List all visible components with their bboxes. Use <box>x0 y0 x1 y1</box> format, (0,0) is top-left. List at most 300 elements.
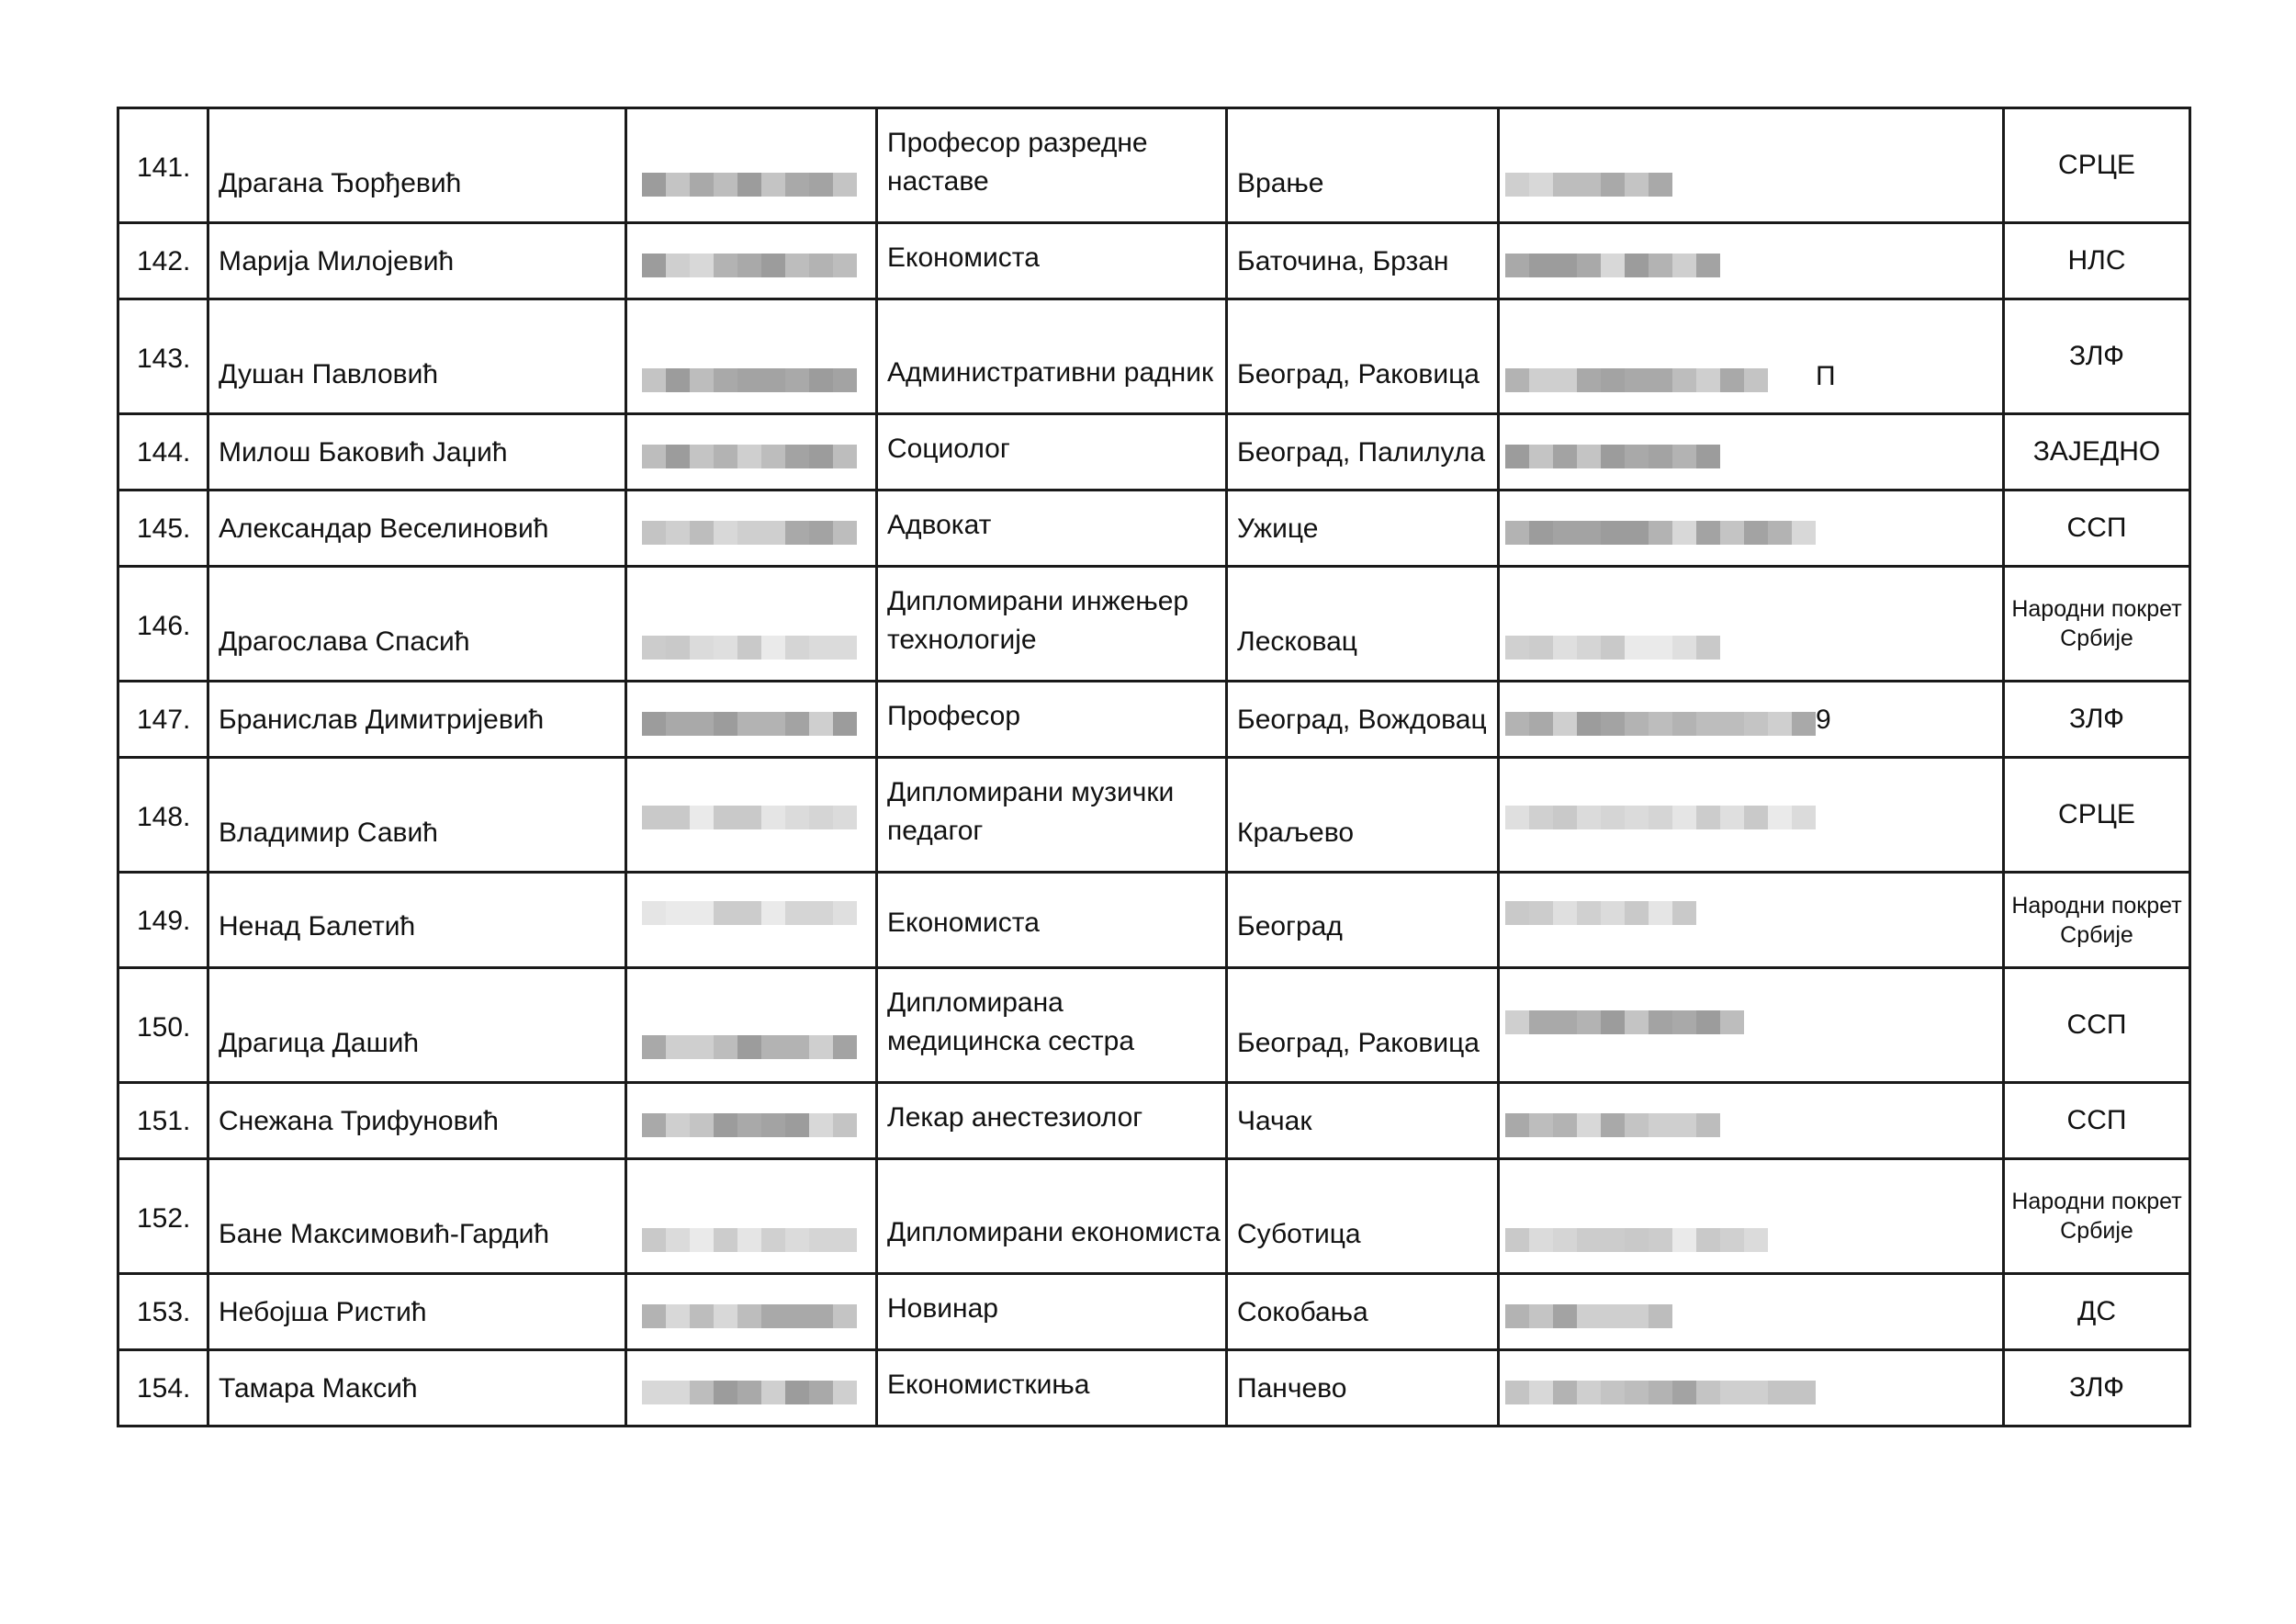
redaction-pixel <box>785 1113 809 1137</box>
row-number-cell <box>118 108 208 223</box>
redaction-pixel <box>833 1113 857 1137</box>
redaction-pixel <box>642 445 666 468</box>
redaction-pixel <box>666 1113 690 1137</box>
redacted-block <box>642 1035 857 1059</box>
redaction-pixel <box>1529 901 1553 925</box>
redaction-pixel <box>1672 712 1696 736</box>
redacted-id-cell <box>626 491 877 567</box>
occupation-cell <box>877 414 1227 491</box>
occupation-cell <box>877 873 1227 968</box>
redaction-pixel <box>1672 636 1696 660</box>
redaction-pixel <box>642 1035 666 1059</box>
redacted-block <box>1505 445 1720 468</box>
redacted-id-cell <box>626 758 877 873</box>
redaction-pixel <box>642 254 666 277</box>
redaction-pixel <box>1696 1228 1720 1252</box>
redaction-pixel <box>761 445 785 468</box>
redaction-pixel <box>714 806 737 829</box>
redaction-pixel <box>1553 173 1577 197</box>
redaction-pixel <box>1505 712 1529 736</box>
redaction-pixel <box>1625 173 1649 197</box>
redaction-pixel <box>1744 368 1768 392</box>
redaction-pixel <box>666 1304 690 1328</box>
redaction-pixel <box>833 521 857 545</box>
redaction-pixel <box>1505 1010 1529 1034</box>
redaction-pixel <box>833 1035 857 1059</box>
redaction-pixel <box>690 445 714 468</box>
redaction-pixel <box>1553 445 1577 468</box>
row-number-cell <box>118 1350 208 1427</box>
redaction-pixel <box>1529 712 1553 736</box>
redaction-pixel <box>1505 806 1529 829</box>
redacted-block <box>642 521 857 545</box>
redacted-address-cell <box>1499 299 2004 414</box>
party-cell <box>2004 491 2190 567</box>
redaction-pixel <box>1529 521 1553 545</box>
redaction-pixel <box>737 1113 761 1137</box>
redaction-pixel <box>1744 1381 1768 1404</box>
redaction-pixel <box>1672 901 1696 925</box>
redacted-block <box>642 1113 857 1137</box>
table-row <box>118 223 2190 299</box>
place: Суботица <box>1237 1219 1361 1249</box>
redaction-pixel <box>1672 806 1696 829</box>
redaction-pixel <box>809 1035 833 1059</box>
redaction-pixel <box>1577 521 1601 545</box>
place: Баточина, Брзан <box>1237 246 1449 276</box>
redaction-pixel <box>666 806 690 829</box>
redaction-pixel <box>785 254 809 277</box>
redaction-pixel <box>690 1035 714 1059</box>
table-row <box>118 491 2190 567</box>
party-label: Народни покрет Србије <box>2011 1189 2182 1244</box>
redaction-pixel <box>642 1113 666 1137</box>
redaction-pixel <box>761 636 785 660</box>
redaction-pixel <box>1744 712 1768 736</box>
party-label: ССП <box>2066 1105 2127 1135</box>
redaction-pixel <box>1577 636 1601 660</box>
redacted-id-cell <box>626 567 877 682</box>
redacted-block <box>1505 173 1672 197</box>
redaction-pixel <box>1601 1304 1625 1328</box>
occupation-cell <box>877 299 1227 414</box>
row-number: 149. <box>137 906 191 936</box>
place-cell <box>1227 682 1499 758</box>
redaction-pixel <box>833 173 857 197</box>
occupation: Професор <box>887 701 1021 731</box>
redacted-block <box>642 901 857 925</box>
redacted-block <box>1505 806 1816 829</box>
redaction-pixel <box>809 636 833 660</box>
redacted-block <box>642 1304 857 1328</box>
redaction-pixel <box>1577 445 1601 468</box>
party-cell <box>2004 968 2190 1083</box>
redaction-pixel <box>1768 712 1792 736</box>
row-number-cell <box>118 414 208 491</box>
candidate-table-body <box>118 108 2190 1427</box>
redaction-pixel <box>1625 1010 1649 1034</box>
row-number: 151. <box>137 1106 191 1136</box>
redaction-pixel <box>1553 254 1577 277</box>
table-row <box>118 682 2190 758</box>
redaction-pixel <box>1601 445 1625 468</box>
redaction-pixel <box>1672 521 1696 545</box>
row-number-cell <box>118 491 208 567</box>
redaction-pixel <box>642 173 666 197</box>
redaction-pixel <box>1625 368 1649 392</box>
redaction-pixel <box>1696 636 1720 660</box>
redaction-pixel <box>1553 521 1577 545</box>
occupation: Економисткиња <box>887 1370 1090 1400</box>
occupation: Административни радник <box>887 357 1214 388</box>
occupation-cell <box>877 491 1227 567</box>
redaction-pixel <box>737 368 761 392</box>
occupation-cell <box>877 968 1227 1083</box>
party-label: Народни покрет Србије <box>2011 596 2182 651</box>
redacted-address-cell <box>1499 758 2004 873</box>
redaction-pixel <box>1649 806 1672 829</box>
redaction-pixel <box>642 1304 666 1328</box>
redaction-pixel <box>737 173 761 197</box>
redaction-pixel <box>1529 1381 1553 1404</box>
place-cell <box>1227 1159 1499 1274</box>
redaction-pixel <box>642 636 666 660</box>
redaction-pixel <box>690 254 714 277</box>
redaction-pixel <box>690 1381 714 1404</box>
candidate-name: Ненад Балетић <box>219 911 416 942</box>
redaction-pixel <box>1649 1010 1672 1034</box>
redaction-pixel <box>1553 368 1577 392</box>
party-cell <box>2004 1274 2190 1350</box>
redaction-pixel <box>1505 901 1529 925</box>
redaction-pixel <box>833 636 857 660</box>
name-cell <box>208 968 626 1083</box>
place: Лесковац <box>1237 626 1357 657</box>
redacted-block <box>1505 1381 1816 1404</box>
redaction-pixel <box>833 1381 857 1404</box>
redaction-pixel <box>761 1228 785 1252</box>
redaction-pixel <box>1696 368 1720 392</box>
occupation-cell <box>877 108 1227 223</box>
redaction-pixel <box>737 636 761 660</box>
redaction-pixel <box>1625 1228 1649 1252</box>
redaction-pixel <box>1768 521 1792 545</box>
occupation: Економиста <box>887 908 1040 938</box>
redaction-pixel <box>1625 712 1649 736</box>
redaction-pixel <box>1601 806 1625 829</box>
redaction-pixel <box>1744 521 1768 545</box>
occupation: Професор разредне наставе <box>887 128 1148 197</box>
place-cell <box>1227 414 1499 491</box>
redaction-pixel <box>1505 636 1529 660</box>
redaction-pixel <box>833 712 857 736</box>
redaction-pixel <box>1505 368 1529 392</box>
row-number: 142. <box>137 246 191 276</box>
redaction-pixel <box>666 1381 690 1404</box>
party-cell <box>2004 873 2190 968</box>
redaction-pixel <box>785 1035 809 1059</box>
redaction-pixel <box>1553 1304 1577 1328</box>
candidate-name: Тамара Максић <box>219 1373 418 1404</box>
candidate-name: Драгица Дашић <box>219 1028 420 1058</box>
redaction-pixel <box>1649 173 1672 197</box>
redaction-pixel <box>690 368 714 392</box>
redaction-pixel <box>785 445 809 468</box>
redaction-pixel <box>1744 806 1768 829</box>
redaction-pixel <box>690 1113 714 1137</box>
redaction-pixel <box>761 1035 785 1059</box>
redaction-pixel <box>1529 1010 1553 1034</box>
redaction-pixel <box>714 445 737 468</box>
occupation: Социолог <box>887 434 1010 464</box>
redaction-pixel <box>1625 521 1649 545</box>
address-trailing-char: 9 <box>1816 705 1831 735</box>
redacted-block <box>1505 1304 1672 1328</box>
redaction-pixel <box>690 1228 714 1252</box>
occupation: Адвокат <box>887 510 992 540</box>
party-cell <box>2004 414 2190 491</box>
redaction-pixel <box>785 806 809 829</box>
row-number: 154. <box>137 1373 191 1404</box>
redaction-pixel <box>737 901 761 925</box>
occupation-cell <box>877 1083 1227 1159</box>
redaction-pixel <box>1529 806 1553 829</box>
redaction-pixel <box>1649 1113 1672 1137</box>
redacted-block <box>642 712 857 736</box>
redaction-pixel <box>1601 1010 1625 1034</box>
redacted-id-cell <box>626 682 877 758</box>
redacted-block <box>642 1381 857 1404</box>
redaction-pixel <box>833 1228 857 1252</box>
place: Београд, Палилула <box>1237 437 1486 468</box>
name-cell <box>208 108 626 223</box>
party-cell <box>2004 567 2190 682</box>
redaction-pixel <box>1744 1228 1768 1252</box>
place: Врање <box>1237 168 1324 198</box>
redacted-id-cell <box>626 223 877 299</box>
table-row <box>118 1274 2190 1350</box>
redaction-pixel <box>1792 521 1816 545</box>
table-row <box>118 1083 2190 1159</box>
redaction-pixel <box>1601 1113 1625 1137</box>
redaction-pixel <box>1792 806 1816 829</box>
redaction-pixel <box>1649 1381 1672 1404</box>
party-label: ЗАЈЕДНО <box>2032 436 2161 467</box>
redaction-pixel <box>666 712 690 736</box>
occupation: Дипломирани музички педагог <box>887 777 1175 846</box>
table-row <box>118 414 2190 491</box>
redaction-pixel <box>1672 1381 1696 1404</box>
name-cell <box>208 414 626 491</box>
candidate-name: Марија Милојевић <box>219 246 455 276</box>
place: Ужице <box>1237 513 1319 544</box>
place: Београд, Раковица <box>1237 359 1480 389</box>
redaction-pixel <box>1553 806 1577 829</box>
redaction-pixel <box>833 368 857 392</box>
redaction-pixel <box>1505 1304 1529 1328</box>
redacted-block <box>1505 1228 1768 1252</box>
redacted-block <box>642 1228 857 1252</box>
party-label: НЛС <box>2067 245 2126 276</box>
redaction-pixel <box>1649 368 1672 392</box>
redaction-pixel <box>1672 368 1696 392</box>
redacted-block <box>1505 901 1696 925</box>
redaction-pixel <box>642 1228 666 1252</box>
redaction-pixel <box>785 173 809 197</box>
redaction-pixel <box>714 1304 737 1328</box>
occupation: Дипломирана медицинска сестра <box>887 987 1135 1056</box>
redaction-pixel <box>737 1035 761 1059</box>
redaction-pixel <box>1672 254 1696 277</box>
redaction-pixel <box>1601 712 1625 736</box>
redaction-pixel <box>1649 254 1672 277</box>
redaction-pixel <box>1505 445 1529 468</box>
redaction-pixel <box>642 901 666 925</box>
redaction-pixel <box>1720 1228 1744 1252</box>
redaction-pixel <box>737 1381 761 1404</box>
place-cell <box>1227 299 1499 414</box>
redacted-id-cell <box>626 108 877 223</box>
redacted-id-cell <box>626 1350 877 1427</box>
redacted-address-cell <box>1499 108 2004 223</box>
redaction-pixel <box>761 712 785 736</box>
redaction-pixel <box>809 173 833 197</box>
redacted-address-cell <box>1499 491 2004 567</box>
name-cell <box>208 1159 626 1274</box>
redaction-pixel <box>737 254 761 277</box>
redacted-address-cell <box>1499 1083 2004 1159</box>
redaction-pixel <box>1577 1010 1601 1034</box>
redaction-pixel <box>1601 636 1625 660</box>
row-number-cell <box>118 299 208 414</box>
redaction-pixel <box>1505 1381 1529 1404</box>
redacted-id-cell <box>626 1159 877 1274</box>
redaction-pixel <box>833 806 857 829</box>
redaction-pixel <box>1577 173 1601 197</box>
redaction-pixel <box>785 368 809 392</box>
party-cell <box>2004 1350 2190 1427</box>
occupation-cell <box>877 1159 1227 1274</box>
redaction-pixel <box>714 1035 737 1059</box>
redacted-block <box>1505 712 1816 736</box>
address-trailing-char: П <box>1816 361 1836 391</box>
occupation-cell <box>877 567 1227 682</box>
redaction-pixel <box>737 1228 761 1252</box>
redacted-id-cell <box>626 1274 877 1350</box>
row-number-cell <box>118 873 208 968</box>
table-row <box>118 758 2190 873</box>
redaction-pixel <box>761 254 785 277</box>
redaction-pixel <box>666 368 690 392</box>
redacted-block <box>1505 1113 1720 1137</box>
redaction-pixel <box>1625 806 1649 829</box>
name-cell <box>208 299 626 414</box>
redaction-pixel <box>785 712 809 736</box>
redaction-pixel <box>642 806 666 829</box>
redaction-pixel <box>1553 1113 1577 1137</box>
place: Панчево <box>1237 1373 1347 1404</box>
redaction-pixel <box>1792 712 1816 736</box>
redaction-pixel <box>761 1381 785 1404</box>
redacted-block <box>642 173 857 197</box>
redaction-pixel <box>714 1228 737 1252</box>
candidate-name: Снежана Трифуновић <box>219 1106 499 1136</box>
occupation-cell <box>877 1350 1227 1427</box>
redacted-block <box>642 368 857 392</box>
redaction-pixel <box>714 368 737 392</box>
redaction-pixel <box>1720 1381 1744 1404</box>
redaction-pixel <box>690 806 714 829</box>
row-number: 153. <box>137 1297 191 1327</box>
redaction-pixel <box>1553 1228 1577 1252</box>
redaction-pixel <box>833 445 857 468</box>
name-cell <box>208 1274 626 1350</box>
redaction-pixel <box>1649 445 1672 468</box>
candidate-name: Драгослава Спасић <box>219 626 470 657</box>
party-label: ЗЛФ <box>2069 704 2124 734</box>
redacted-address-cell <box>1499 968 2004 1083</box>
table-row <box>118 1159 2190 1274</box>
redaction-pixel <box>761 368 785 392</box>
redacted-id-cell <box>626 414 877 491</box>
row-number-cell <box>118 1159 208 1274</box>
redaction-pixel <box>1529 173 1553 197</box>
row-number-cell <box>118 968 208 1083</box>
row-number-cell <box>118 1274 208 1350</box>
redaction-pixel <box>714 1113 737 1137</box>
redaction-pixel <box>1601 901 1625 925</box>
redacted-block <box>1505 521 1816 545</box>
place-cell <box>1227 491 1499 567</box>
redaction-pixel <box>1577 368 1601 392</box>
redaction-pixel <box>1649 1228 1672 1252</box>
redaction-pixel <box>1553 712 1577 736</box>
redaction-pixel <box>1577 1381 1601 1404</box>
redaction-pixel <box>1696 712 1720 736</box>
name-cell <box>208 758 626 873</box>
redaction-pixel <box>1696 806 1720 829</box>
row-number-cell <box>118 1083 208 1159</box>
redaction-pixel <box>666 521 690 545</box>
redacted-address-cell <box>1499 1159 2004 1274</box>
redaction-pixel <box>1601 173 1625 197</box>
redaction-pixel <box>642 1381 666 1404</box>
redaction-pixel <box>1577 1228 1601 1252</box>
redaction-pixel <box>761 1304 785 1328</box>
place-cell <box>1227 1274 1499 1350</box>
redaction-pixel <box>1696 1381 1720 1404</box>
row-number: 148. <box>137 802 191 832</box>
redaction-pixel <box>666 901 690 925</box>
redaction-pixel <box>1792 1381 1816 1404</box>
redaction-pixel <box>1505 254 1529 277</box>
redaction-pixel <box>1529 1304 1553 1328</box>
redaction-pixel <box>666 173 690 197</box>
party-cell <box>2004 758 2190 873</box>
place-cell <box>1227 223 1499 299</box>
party-label: Народни покрет Србије <box>2011 892 2182 948</box>
candidate-name: Бранислав Димитријевић <box>219 705 545 735</box>
redaction-pixel <box>737 445 761 468</box>
redaction-pixel <box>1505 521 1529 545</box>
redaction-pixel <box>1577 254 1601 277</box>
redaction-pixel <box>1577 1304 1601 1328</box>
place: Сокобања <box>1237 1297 1368 1327</box>
redacted-block <box>1505 368 1768 392</box>
party-cell <box>2004 223 2190 299</box>
party-label: ССП <box>2066 1009 2127 1040</box>
redaction-pixel <box>809 806 833 829</box>
